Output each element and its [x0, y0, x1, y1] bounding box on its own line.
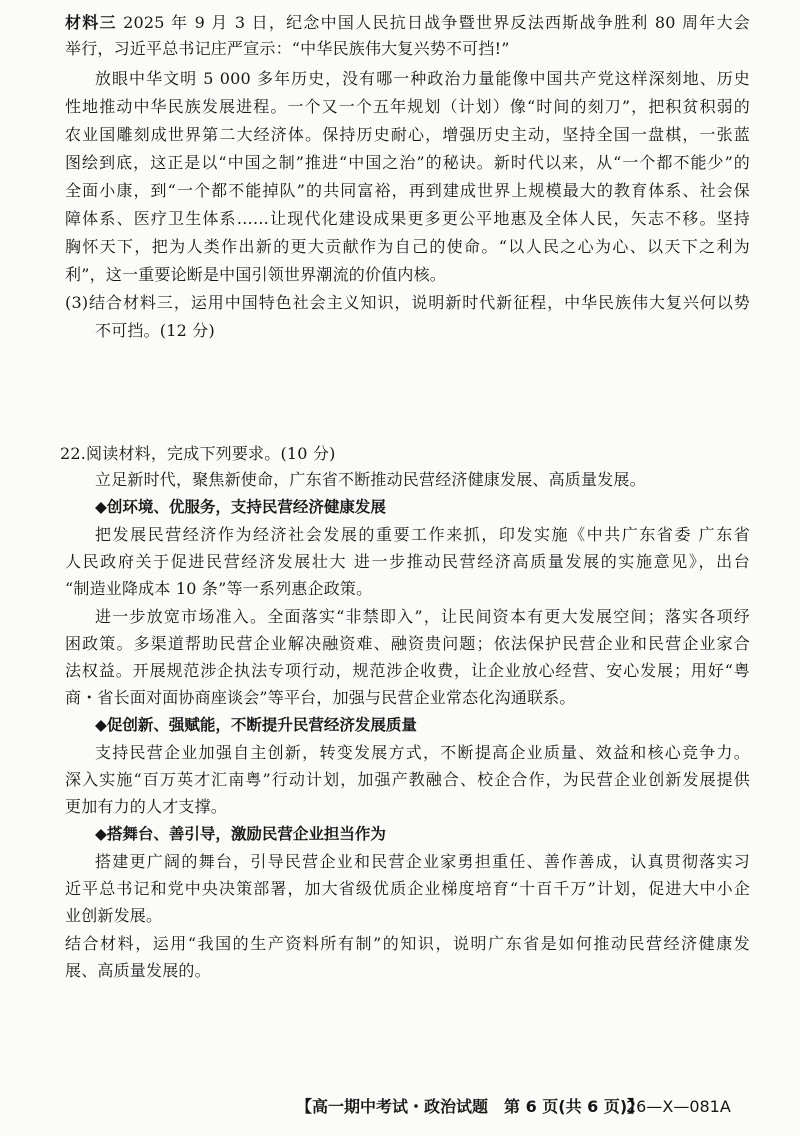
section-2-para-line: 深入实施“百万英才汇南粤”行动计划，加强产教融合、校企合作，为民营企业创新发展提供 — [65, 770, 750, 789]
material3-line-1-text: 2025 年 9 月 3 日，纪念中国人民抗日战争暨世界反法西斯战争胜利 80 周年大会 — [123, 13, 750, 32]
footer-title: 【高一期中考试・政治试题 第 6 页(共 6 页)】 — [296, 1097, 644, 1116]
section-3-para-line: 搭建更广阔的舞台，引导民营企业和民营企业家勇担重任、善作善成，认真贯彻落实习 — [95, 852, 750, 871]
material3-label: 材料三 — [65, 13, 117, 32]
material3-para-line: 性地推动中华民族发展进程。一个又一个五年规划（计划）像“时间的刻刀”，把积贫积弱的 — [65, 97, 750, 116]
question-22-line-1: 结合材料，运用“我国的生产资料所有制”的知识，说明广东省是如何推动民营经济健康发 — [65, 934, 750, 953]
section-3-heading: ◆搭舞台、善引导，激励民营企业担当作为 — [95, 825, 386, 843]
q22-intro: 立足新时代，聚焦新使命，广东省不断推动民营经济健康发展、高质量发展。 — [95, 470, 646, 489]
page-footer — [0, 1092, 800, 1122]
material3-para-line: 利”，这一重要论断是中国引领世界潮流的价值内核。 — [65, 265, 446, 284]
material3-para-line: 胸怀天下，把为人类作出新的更大贡献作为自己的使命。“以人民之心为心、以天下之利为 — [65, 237, 750, 256]
section-1-para-line: 进一步放宽市场准入。全面落实“非禁即入”，让民间资本有更大发展空间；落实各项纾 — [95, 607, 750, 626]
section-1-para-line: “制造业降成本 10 条”等一系列惠企政策。 — [65, 579, 373, 598]
material3-para-line: 图绘到底，这正是以“中国之制”推进“中国之治”的秘诀。新时代以来，从“一个都不能少”的 — [65, 153, 750, 172]
section-3-para-line: 近平总书记和党中央决策部署，加大省级优质企业梯度培育“十百千万”计划，促进大中小企 — [65, 879, 750, 898]
section-1-para-line: 困政策。多渠道帮助民营企业解决融资难、融资贵问题；依法保护民营企业和民营企业家合 — [65, 634, 750, 653]
question-3-line-2: 不可挡。(12 分) — [95, 321, 215, 340]
section-1-para-line: 商・省长面对面协商座谈会”等平台，加强与民营企业常态化沟通联系。 — [65, 688, 576, 707]
section-3-para-line: 业创新发展。 — [65, 906, 163, 925]
section-1-para-line: 把发展民营经济作为经济社会发展的重要工作来抓，印发实施《中共广东省委 广东省 — [95, 525, 750, 544]
material3-line-2: 举行，习近平总书记庄严宣示：“中华民族伟大复兴势不可挡!” — [65, 39, 510, 58]
section-2-para-line: 更加有力的人才支撑。 — [65, 797, 228, 816]
section-1-heading: ◆创环境、优服务，支持民营经济健康发展 — [95, 498, 386, 516]
material3-para-line: 障体系、医疗卫生体系……让现代化建设成果更多更公平地惠及全体人民，矢志不移。坚持 — [65, 209, 750, 228]
section-2-heading: ◆促创新、强赋能，不断提升民营经济发展质量 — [95, 716, 417, 734]
section-1-para-line: 法权益。开展规范涉企执法专项行动，规范涉企收费，让企业放心经营、安心发展；用好“粤 — [65, 661, 750, 680]
section-2-para-line: 支持民营企业加强自主创新，转变发展方式，不断提高企业质量、效益和核心竞争力。 — [95, 743, 750, 762]
question-22-title: 22.阅读材料，完成下列要求。(10 分) — [60, 444, 336, 463]
material3-para-line: 农业国雕刻成世界第二大经济体。保持历史耐心，增强历史主动，坚持全国一盘棋，一张蓝 — [65, 125, 750, 144]
material3-para-line: 放眼中华文明 5 000 多年历史，没有哪一种政治力量能像中国共产党这样深刻地、历史 — [95, 69, 750, 88]
material3-para-line: 全面小康，到“一个都不能掉队”的共同富裕，再到建成世界上规模最大的教育体系、社会保 — [65, 181, 750, 200]
question-3-line-1: (3)结合材料三，运用中国特色社会主义知识，说明新时代新征程，中华民族伟大复兴何以势 — [65, 293, 750, 312]
material3-line-1 — [65, 10, 750, 36]
question-22-line-2: 展、高质量发展的。 — [65, 961, 211, 980]
footer-code: 26—X—081A — [626, 1097, 731, 1116]
section-1-para-line: 人民政府关于促进民营经济发展壮大 进一步推动民营经济高质量发展的实施意见》，出台 — [65, 552, 750, 571]
